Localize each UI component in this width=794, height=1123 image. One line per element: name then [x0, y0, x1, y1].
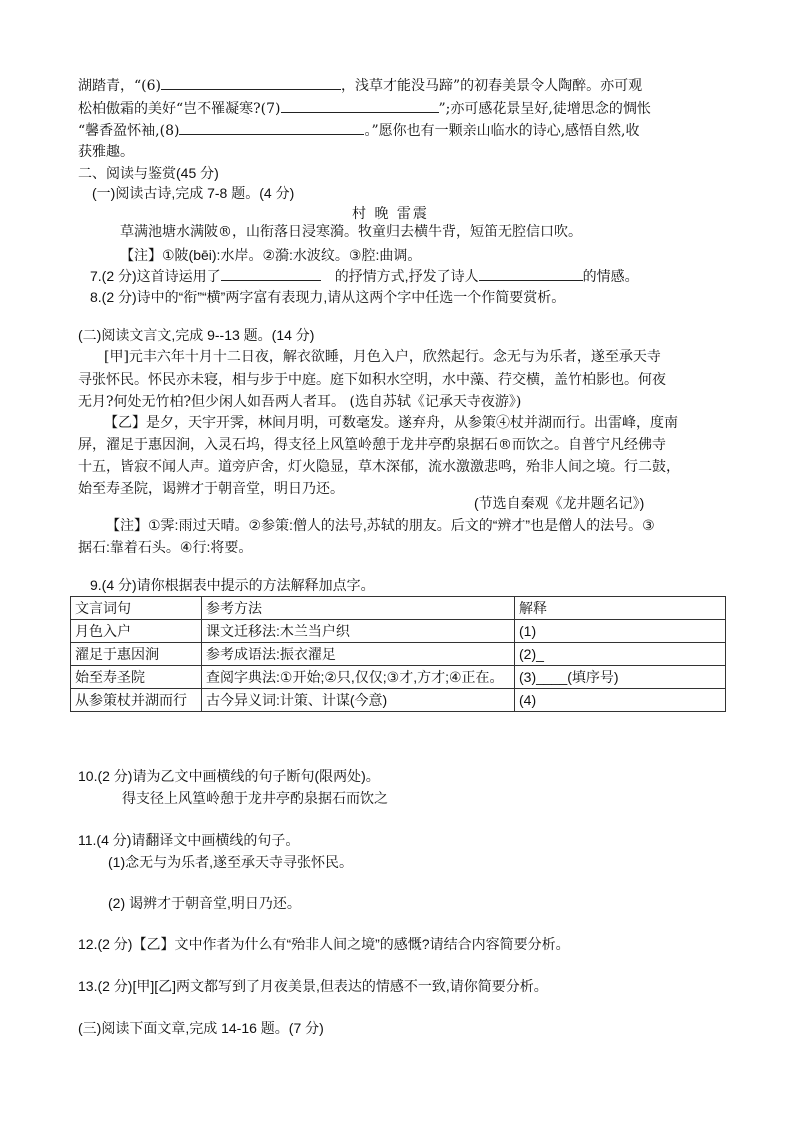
question-9: 9.(4 分)请你根据表中提示的方法解释加点字。 — [90, 577, 375, 593]
question-13: 13.(2 分)[甲][乙]两文都写到了月夜美景,但表达的情感不一致,请你简要分析。 — [78, 978, 548, 994]
fill-line-8: “馨香盈怀袖,(8) 。”愿你也有一颗亲山临水的诗心,感悟自然,收 — [78, 120, 640, 141]
answer-cell[interactable]: (4) — [515, 689, 726, 712]
table-cell: 濯足于惠因涧 — [71, 643, 202, 666]
question-10-sentence: 得支径上风篁岭憩于龙井亭酌泉据石而饮之 — [122, 790, 388, 806]
part2-heading: (二)阅读文言文,完成 9--13 题。(14 分) — [78, 327, 315, 343]
table-row — [71, 643, 726, 666]
table-row — [71, 666, 726, 689]
question-7: 7.(2 分)这首诗运用了 的抒情方式,抒发了诗人 的情感。 — [90, 268, 639, 284]
section-heading: 二、阅读与鉴赏(45 分) — [78, 165, 219, 181]
jia-line-1: [甲]元丰六年十月十二日夜，解衣欲睡，月色入户，欣然起行。念无与为乐者，遂至承天寺 — [104, 349, 661, 365]
part1-heading: (一)阅读古诗,完成 7-8 题。(4 分) — [92, 185, 295, 201]
table-header: 参考方法 — [202, 597, 515, 620]
explanation-table — [70, 596, 726, 712]
poem-title: 村 晚 雷震 — [352, 206, 429, 222]
question-11-2: (2) 谒辨才于朝音堂,明日乃还。 — [108, 895, 301, 911]
yi-note-line-1: 【注】①霁:雨过天晴。②参策:僧人的法号,苏轼的朋友。后文的“辨才”也是僧人的法号。③ — [106, 517, 655, 533]
fill-line-6: 湖踏青，“(6) ，浅草才能没马蹄”的初春美景令人陶醉。亦可观 — [78, 75, 642, 96]
answer-cell[interactable]: (1) — [515, 620, 726, 643]
question-12: 12.(2 分)【乙】文中作者为什么有“殆非人间之境”的感慨?请结合内容简要分析。 — [78, 936, 570, 952]
table-cell: 课文迁移法:木兰当户织 — [202, 620, 515, 643]
yi-line-4: 始至寿圣院，谒辨才于朝音堂，明日乃还。 — [78, 481, 344, 497]
answer-blank-q7b[interactable] — [479, 266, 583, 281]
question-10: 10.(2 分)请为乙文中画横线的句子断句(限两处)。 — [78, 768, 380, 784]
fill-line-end: 获雅趣。 — [78, 144, 134, 160]
answer-blank-8[interactable] — [179, 120, 364, 135]
question-11: 11.(4 分)请翻译文中画横线的句子。 — [78, 832, 300, 848]
poem-body: 草满池塘水满陂®，山衔落日浸寒漪。牧童归去横牛背，短笛无腔信口吹。 — [120, 224, 582, 240]
yi-line-3: 十五，皆寂不闻人声。道旁庐舍，灯火隐显，草木深郁，流水激激悲鸣，殆非人间之境。行二鼓， — [78, 459, 680, 475]
yi-line-1: 【乙】是夕，天宇开霁，林间月明，可数毫发。遂弃舟，从参策④杖并湖而行。出雷峰，度南 — [104, 415, 678, 431]
jia-line-2: 寻张怀民。怀民亦未寝，相与步于中庭。庭下如积水空明，水中藻、荇交横，盖竹柏影也。何夜 — [78, 372, 666, 388]
table-header-row — [71, 597, 726, 620]
answer-blank-6[interactable] — [161, 75, 341, 90]
poem-note: 【注】①陂(bēi):水岸。②漪:水波纹。③腔:曲调。 — [120, 247, 422, 263]
table-cell: 古今异义词:计策、计谋(今意) — [202, 689, 515, 712]
part3-heading: (三)阅读下面文章,完成 14-16 题。(7 分) — [78, 1020, 324, 1036]
table-cell: 从参策杖并湖而行 — [71, 689, 202, 712]
question-11-1: (1)念无与为乐者,遂至承天寺寻张怀民。 — [108, 854, 353, 870]
fill-line-7: 松柏傲霜的美好“岂不罹凝寒?(7) ”;亦可感花景呈好,徒增思念的惆怅 — [78, 98, 651, 119]
table-header: 文言词句 — [71, 597, 202, 620]
table-cell: 查阅字典法:①开始;②只,仅仅;③才,方才;④正在。 — [202, 666, 515, 689]
yi-note-line-2: 据石:靠着石头。④行:将要。 — [78, 539, 253, 555]
table-cell: 参考成语法:振衣濯足 — [202, 643, 515, 666]
jia-line-3: 无月?何处无竹柏?但少闲人如吾两人者耳。 (选自苏轼《记承天寺夜游》) — [78, 394, 522, 410]
table-header: 解释 — [515, 597, 726, 620]
yi-source: (节选自秦观《龙井题名记》) — [474, 495, 645, 511]
answer-blank-q7a[interactable] — [221, 266, 321, 281]
table-cell: 始至寿圣院 — [71, 666, 202, 689]
table-row — [71, 620, 726, 643]
answer-cell[interactable]: (3)____(填序号) — [515, 666, 726, 689]
yi-line-2: 屏，濯足于惠因涧，入灵石坞，得支径上风篁岭憩于龙井亭酌泉据石®而饮之。自普宁凡经佛寺 — [78, 437, 666, 453]
question-8: 8.(2 分)诗中的“衔”“横”两字富有表现力,请从这两个字中任选一个作简要赏析。 — [90, 289, 566, 305]
answer-blank-7[interactable] — [281, 98, 439, 113]
table-row — [71, 689, 726, 712]
answer-cell[interactable]: (2)_ — [515, 643, 726, 666]
table-cell: 月色入户 — [71, 620, 202, 643]
